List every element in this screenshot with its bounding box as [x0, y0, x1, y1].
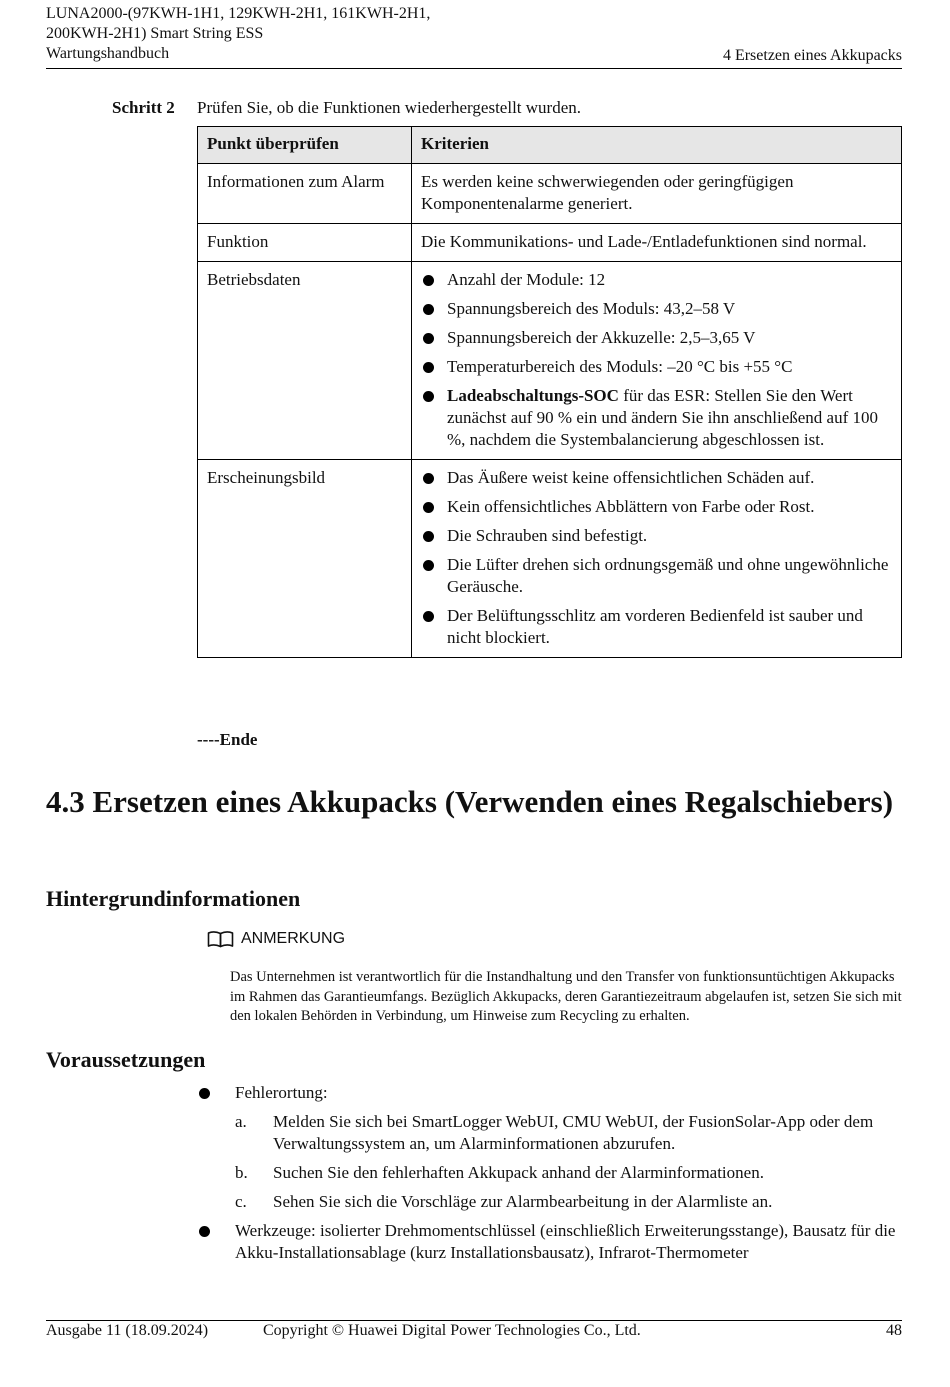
list-item-text: Kein offensichtliches Abblättern von Farbe oder Rost.: [447, 497, 815, 516]
table-cell-item: Betriebsdaten: [198, 262, 412, 460]
bullet-icon: [423, 531, 434, 542]
book-icon: [207, 930, 234, 948]
sub-item-label: a.: [235, 1112, 247, 1131]
list-item: [421, 496, 892, 518]
footer-divider: [46, 1320, 902, 1321]
end-marker: ----Ende: [197, 730, 258, 749]
list-item: [421, 298, 892, 320]
table-row: [198, 262, 902, 460]
table-cell-criteria: [412, 262, 902, 460]
note-header: [207, 930, 345, 948]
page-header-product: [46, 4, 430, 64]
list-item-text: Spannungsbereich der Akkuzelle: 2,5–3,65 V: [447, 328, 756, 347]
sub-item-label: b.: [235, 1163, 248, 1182]
bullet-icon: [423, 473, 434, 484]
header-divider: [46, 68, 902, 69]
step-label: Schritt 2: [112, 98, 175, 117]
bullet-icon: [423, 362, 434, 373]
table-cell-criteria: Die Kommunikations- und Lade-/Entladefunktionen sind normal.: [412, 224, 902, 262]
soc-term: Ladeabschaltungs-SOC: [447, 386, 619, 405]
sub-list-item: [197, 1162, 902, 1184]
list-item-text: Temperaturbereich des Moduls: –20 °C bis +55 °C: [447, 357, 793, 376]
footer-issue: Ausgabe 11 (18.09.2024): [46, 1322, 209, 1339]
bullet-icon: [199, 1226, 210, 1237]
section-title: 4.3 Ersetzen eines Akkupacks (Verwenden eines Regalschiebers): [46, 784, 894, 819]
sub-item-text: Melden Sie sich bei SmartLogger WebUI, CMU WebUI, der FusionSolar-App oder dem Verwaltungssystem an, um Alarminformationen abzurufen.: [273, 1112, 874, 1153]
bullet-icon: [423, 333, 434, 344]
bullet-icon: [423, 560, 434, 571]
table-row: [198, 460, 902, 658]
bullet-list: [421, 269, 892, 451]
bullet-icon: [423, 275, 434, 286]
list-item-text: Fehlerortung:: [235, 1083, 328, 1102]
list-item: [421, 525, 892, 547]
bullet-icon: [423, 304, 434, 315]
list-item: [421, 385, 892, 451]
sub-item-text: Sehen Sie sich die Vorschläge zur Alarmbearbeitung in der Alarmliste an.: [273, 1192, 773, 1211]
table-header-item: Punkt überprüfen: [198, 127, 412, 164]
table-cell-item: Funktion: [198, 224, 412, 262]
list-item-text: Anzahl der Module: 12: [447, 270, 606, 289]
sub-list-item: [197, 1111, 902, 1155]
header-chapter: 4 Ersetzen eines Akkupacks: [722, 47, 902, 64]
table-cell-criteria: Es werden keine schwerwiegenden oder geringfügigen Komponentenalarme generiert.: [412, 164, 902, 224]
list-item-text: Werkzeuge: isolierter Drehmomentschlüssel (einschließlich Erweiterungsstange), Bausatz für die Akku-Installationsablage (kurz Installationsbausatz), Infrarot-Thermometer: [235, 1221, 896, 1262]
note-label: ANMERKUNG: [241, 930, 346, 947]
list-item: [421, 605, 892, 649]
list-item-text: Spannungsbereich des Moduls: 43,2–58 V: [447, 299, 736, 318]
list-item: [421, 356, 892, 378]
note-text: Das Unternehmen ist verantwortlich für die Instandhaltung und den Transfer von funktionsuntüchtigen Akkupacks im Rahmen das Garantieumfangs. Bezüglich Akkupacks, deren Garantiezeitraum abgelaufen ist, setzen Sie sich mit den lokalen Behörden in Verbindung, um Hinweise zum Recycling zu erhalten.: [230, 969, 902, 1024]
list-item: [421, 327, 892, 349]
footer-page-number: 48: [886, 1322, 902, 1339]
prerequisites-heading: Voraussetzungen: [46, 1047, 206, 1072]
step-text: Prüfen Sie, ob die Funktionen wiederhergestellt wurden.: [197, 98, 581, 117]
header-product-line1: LUNA2000-(97KWH-1H1, 129KWH-2H1, 161KWH-2H1,: [46, 5, 431, 22]
footer-copyright: Copyright © Huawei Digital Power Technologies Co., Ltd.: [263, 1322, 641, 1339]
bullet-icon: [423, 611, 434, 622]
list-item: [421, 467, 892, 489]
table-cell-item: Informationen zum Alarm: [198, 164, 412, 224]
table-header-criteria: Kriterien: [412, 127, 902, 164]
list-item-text: Das Äußere weist keine offensichtlichen Schäden auf.: [447, 468, 815, 487]
header-product-line2: 200KWH-2H1) Smart String ESS: [46, 25, 264, 42]
table-cell-criteria: [412, 460, 902, 658]
bullet-icon: [199, 1088, 210, 1099]
soc-text: für das ESR: Stellen Sie den Wert zunächst auf 90 % ein und ändern Sie ihn anschließend auf 100 %, nachdem die Systembalancierung abgeschlossen ist.: [447, 386, 879, 449]
list-item-text: Der Belüftungsschlitz am vorderen Bedienfeld ist sauber und nicht blockiert.: [447, 606, 863, 647]
bullet-icon: [423, 502, 434, 513]
background-heading: Hintergrundinformationen: [46, 886, 301, 911]
list-item: [421, 269, 892, 291]
table-row: [198, 224, 902, 262]
table-row: [198, 164, 902, 224]
check-criteria-table: [197, 126, 902, 658]
list-item-text: Die Schrauben sind befestigt.: [447, 526, 648, 545]
list-item: [197, 1082, 902, 1104]
header-manual-title: Wartungshandbuch: [46, 45, 170, 62]
table-cell-item: Erscheinungsbild: [198, 460, 412, 658]
bullet-icon: [423, 391, 434, 402]
list-item-text: Die Lüfter drehen sich ordnungsgemäß und ohne ungewöhnliche Geräusche.: [447, 555, 889, 596]
table-header-row: [198, 127, 902, 164]
prerequisites-list: [197, 1082, 902, 1264]
list-item: [421, 554, 892, 598]
list-item: [197, 1220, 902, 1264]
sub-item-label: c.: [235, 1192, 247, 1211]
sub-list-item: [197, 1191, 902, 1213]
sub-item-text: Suchen Sie den fehlerhaften Akkupack anhand der Alarminformationen.: [273, 1163, 764, 1182]
bullet-list: [421, 467, 892, 649]
